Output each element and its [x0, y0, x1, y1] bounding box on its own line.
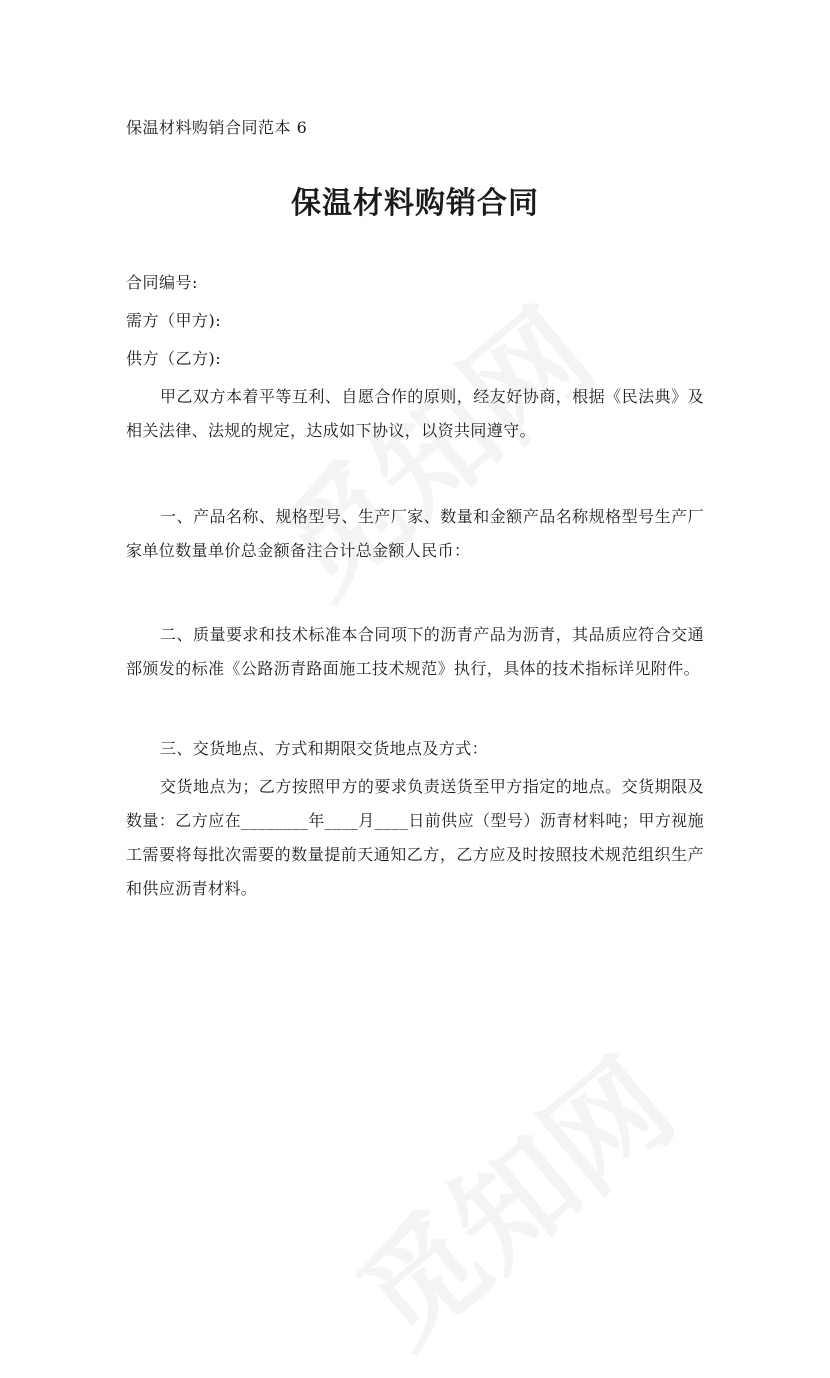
series-title: 保温材料购销合同范本 6 — [126, 118, 308, 137]
section-1-paragraph: 一、产品名称、规格型号、生产厂家、数量和金额产品名称规格型号生产厂家单位数量单价总金额备注合计总金额人民币： — [126, 507, 704, 560]
document-title: 保温材料购销合同 — [291, 186, 539, 221]
intro-paragraph: 甲乙双方本着平等互利、自愿合作的原则，经友好协商，根据《民法典》及相关法律、法规的规定，达成如下协议，以资共同遵守。 — [126, 387, 704, 440]
contract-number-field: 合同编号: — [126, 273, 198, 292]
section-3-body: 交货地点为；乙方按照甲方的要求负责送货至甲方指定的地点。交货期限及数量：乙方应在________年____月____日前供应（型号）沥青材料吨；甲方视施工需要将每批次需要的数量提前天通知乙方，乙方应及时按照技术规范组织生产和供应沥青材料。 — [126, 777, 704, 898]
watermark-bottom — [317, 1014, 703, 1377]
buyer-field: 需方（甲方): — [126, 311, 222, 330]
section-3-heading: 三、交货地点、方式和期限交货地点及方式： — [160, 739, 489, 758]
section-2-paragraph: 二、质量要求和技术标准本合同项下的沥青产品为沥青，其品质应符合交通部颁发的标准《公路沥青路面施工技术规范》执行，具体的技术指标详见附件。 — [126, 625, 704, 678]
supplier-field: 供方（乙方): — [126, 349, 222, 368]
